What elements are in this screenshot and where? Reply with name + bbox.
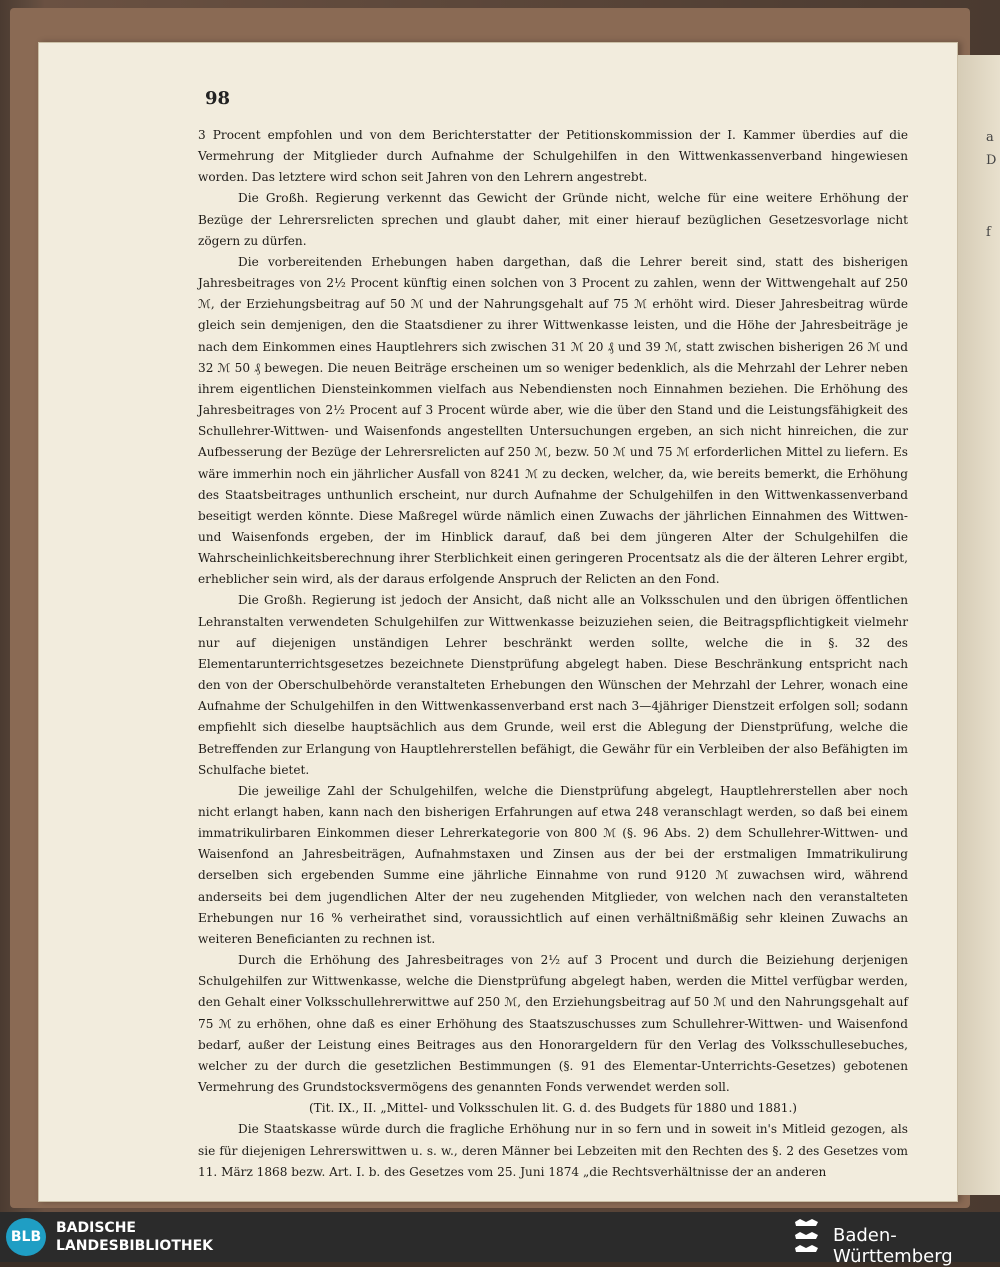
paragraph: Die Großh. Regierung verkennt das Gewicht der Gründe nicht, welche für eine weitere Erhöhung der Bezüge der Lehrersrelicten sprechen und glaubt daher, mit einer hierauf bezüglichen Gesetzesvorlage nicht zögern zu dürfen. <box>198 191 908 248</box>
paragraph: Die jeweilige Zahl der Schulgehilfen, welche die Dienstprüfung abgelegt, Hauptlehrerstellen aber noch nicht erlangt haben, kann nach den bisherigen Erfahrungen auf etwa 248 veranschlagt werden, so daß bei einem immatrikulirbaren Einkommen dieser Lehrerkategorie von 800 ℳ (§. 96 Abs. 2) dem Schullehrer-Wittwen- und Waisenfond an Jahresbeiträgen, Aufnahmstaxen und Zinsen aus der bei der erstmaligen Immatrikulirung derselben sich ergebenden Summe eine jährliche Einnahme von rund 9120 ℳ zuwachsen wird, während anderseits bei dem jugendlichen Alter der neu zugehenden Mitglieder, von welchen nach den veranstalteten Erhebungen nur 16 % verheirathet sind, voraussichtlich auf einen verhältnißmäßig sehr kleinen Zuwachs an weiteren Beneficianten zu rechnen ist. <box>198 783 908 946</box>
next-page-edge <box>958 55 1000 1195</box>
library-name-line1: BADISCHE <box>56 1220 136 1236</box>
budget-reference: (Tit. IX., II. „Mittel- und Volksschulen lit. G. d. des Budgets für 1880 und 1881.) <box>308 1101 798 1116</box>
paragraph: Die Staatskasse würde durch die fragliche Erhöhung nur in so fern und in soweit in's Mitleid gezogen, als sie für diejenigen Lehrerswittwen u. s. w., deren Männer bei Lebzeiten mit den Rechten des §. 2 des Gesetzes vom 11. März 1868 bezw. Art. I. b. des Gesetzes vom 25. Juni 1874 „die Rechtsverhältnisse der an anderen <box>198 1122 908 1179</box>
next-page-fragment: f <box>986 225 991 240</box>
page-text <box>198 125 908 1183</box>
baden-wuerttemberg-coat-of-arms-icon[interactable] <box>792 1216 822 1258</box>
page-number: 98 <box>205 88 231 109</box>
blb-logo[interactable]: BLB <box>6 1218 46 1256</box>
footer-bar <box>0 1212 1000 1267</box>
next-page-fragment: D <box>986 153 997 168</box>
library-name[interactable] <box>56 1219 213 1255</box>
paragraph: Die vorbereitenden Erhebungen haben dargethan, daß die Lehrer bereit sind, statt des bisherigen Jahresbeitrages von 2½ Procent künftig einen solchen von 3 Procent zu zahlen, wenn der Wittwengehalt auf 250 ℳ, der Erziehungsbeitrag auf 50 ℳ und der Nahrungsgehalt auf 75 ℳ erhöht wird. Dieser Jahresbeitrag würde gleich sein demjenigen, den die Staatsdiener zu ihrer Wittwenkasse leisten, und die Höhe der Jahresbeiträge je nach dem Einkommen eines Hauptlehrers sich zwischen 31 ℳ 20 ₰ und 39 ℳ, statt zwischen bisherigen 26 ℳ und 32 ℳ 50 ₰ bewegen. Die neuen Beiträge erscheinen um so weniger bedenklich, als die Mehrzahl der Lehrer neben ihrem eigentlichen Diensteinkommen vielfach aus Nebendiensten noch Einnahmen beziehen. Die Erhöhung des Jahresbeitrages von 2½ Procent auf 3 Procent würde aber, wie die über den Stand und die Leistungsfähigkeit des Schullehrer-Wittwen- und Waisenfonds angestellten Untersuchungen ergeben, an sich nicht hinreichen, die zur Aufbesserung der Bezüge der Lehrersrelicten auf 250 ℳ, bezw. 50 ℳ und 75 ℳ erforderlichen Mittel zu liefern. Es wäre immerhin noch ein jährlicher Ausfall von 8241 ℳ zu decken, welcher, da, wie bereits bemerkt, die Erhöhung des Staatsbeitrages unthunlich erscheint, nur durch Aufnahme der Schulgehilfen in den Wittwenkassenverband beseitigt werden könnte. Diese Maßregel würde nämlich einen Zuwachs der jährlichen Einnahmen des Wittwen- und Waisenfonds ergeben, der im Hinblick darauf, daß bei dem jüngeren Alter der Schulgehilfen die Wahrscheinlichkeitsberechnung ihrer Sterblichkeit einen geringeren Procentsatz als die der älteren Lehrer ergibt, erheblicher sein wird, als der daraus erfolgende Anspruch der Relicten an den Fond. <box>198 254 908 587</box>
library-name-line2: LANDESBIBLIOTHEK <box>56 1238 214 1254</box>
partner-name[interactable]: Baden-Württemberg <box>833 1225 953 1267</box>
paragraph: Durch die Erhöhung des Jahresbeitrages von 2½ auf 3 Procent und durch die Beiziehung derjenigen Schulgehilfen zur Wittwenkasse, welche die Dienstprüfung abgelegt haben, werden die Mittel verfügbar werden, den Gehalt einer Volksschullehrerwittwe auf 250 ℳ, den Erziehungsbeitrag auf 50 ℳ und den Nahrungsgehalt auf 75 ℳ zu erhöhen, ohne daß es einer Erhöhung des Staatszuschusses zum Schullehrer-Wittwen- und Waisenfond bedarf, außer der Leistung eines Beitrages aus den Honorargeldern für den Verlag des Volksschullesebuches, welcher zu der durch die gesetzlichen Bestimmungen (§. 91 des Elementar-Unterrichts-Gesetzes) gebotenen Vermehrung des Grundstocksvermögens des genannten Fonds verwendet werden soll. <box>198 953 908 1095</box>
paragraph: 3 Procent empfohlen und von dem Berichterstatter der Petitionskommission der I. Kammer überdies auf die Vermehrung der Mitglieder durch Aufnahme der Schulgehilfen in den Wittwenkassenverband hingewiesen worden. Das letztere wird schon seit Jahren von den Lehrern angestrebt. <box>198 128 908 185</box>
next-page-fragment: a <box>986 130 994 145</box>
paragraph: Die Großh. Regierung ist jedoch der Ansicht, daß nicht alle an Volksschulen und den übrigen öffentlichen Lehranstalten verwendeten Schulgehilfen zur Wittwenkasse beizuziehen seien, die Beitragspflichtigkeit vielmehr nur auf diejenigen unständigen Lehrer beschränkt werden sollte, welche die in §. 32 des Elementarunterrichtsgesetzes bezeichnete Dienstprüfung abgelegt haben. Diese Beschränkung entspricht nach den von der Oberschulbehörde veranstalteten Erhebungen den Wünschen der Mehrzahl der Lehrer, wonach eine Aufnahme der Schulgehilfen in den Wittwenkassenverband erst nach 3—4jähriger Dienstzeit erfolgen soll; sodann empfiehlt sich dieselbe hauptsächlich aus dem Grunde, weil erst die Ablegung der Dienstprüfung, welche die Betreffenden zur Erlangung von Hauptlehrerstellen befähigt, die Gewähr für ein Verbleiben der also Befähigten im Schulfache bietet. <box>198 593 908 777</box>
